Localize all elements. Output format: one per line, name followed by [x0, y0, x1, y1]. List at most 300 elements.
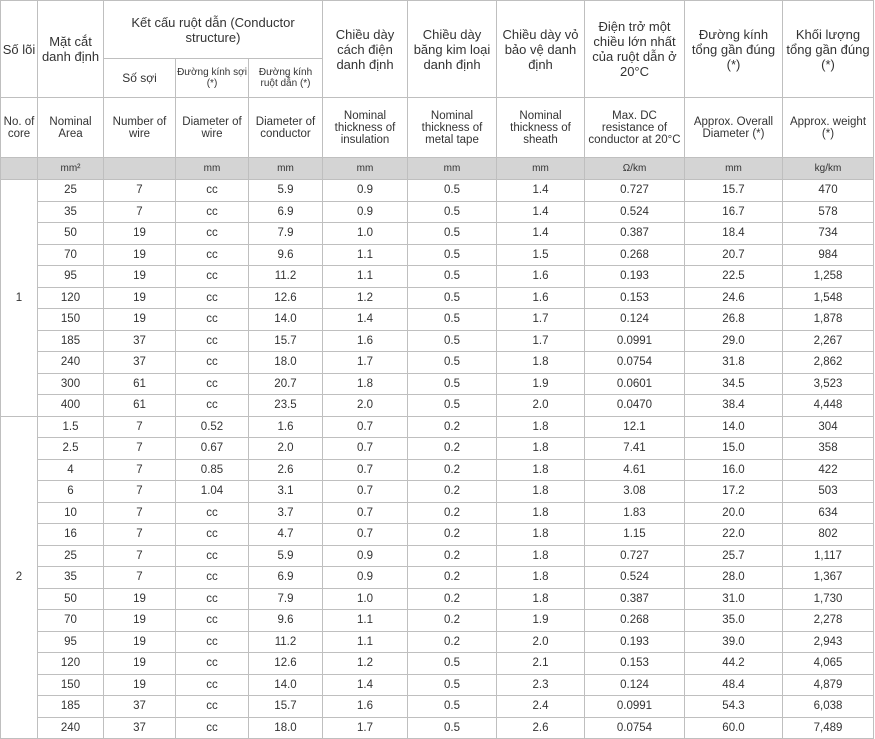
resistance-cell: 0.268 [585, 244, 685, 266]
sheath-cell: 2.0 [497, 631, 585, 653]
insulation-cell: 1.1 [323, 266, 408, 288]
insulation-cell: 0.9 [323, 545, 408, 567]
weight-cell: 3,523 [783, 373, 874, 395]
cond-dia-cell: 2.0 [249, 438, 323, 460]
table-row [1, 395, 874, 417]
unit-weight: kg/km [783, 158, 874, 180]
weight-cell: 2,278 [783, 610, 874, 632]
overall-dia-cell: 17.2 [685, 481, 783, 503]
table-row [1, 180, 874, 202]
num-wire-cell: 61 [104, 395, 176, 417]
weight-cell: 634 [783, 502, 874, 524]
table-row [1, 287, 874, 309]
num-wire-cell: 7 [104, 438, 176, 460]
header-area-en: Nominal Area [38, 98, 104, 158]
area-cell: 6 [38, 481, 104, 503]
weight-cell: 802 [783, 524, 874, 546]
header-sheath-vn: Chiều dày vỏ bảo vệ danh định [497, 1, 585, 98]
num-wire-cell: 7 [104, 459, 176, 481]
header-num-wire-en: Number of wire [104, 98, 176, 158]
wire-dia-cell: cc [176, 717, 249, 739]
insulation-cell: 1.6 [323, 330, 408, 352]
area-cell: 4 [38, 459, 104, 481]
area-cell: 25 [38, 180, 104, 202]
sheath-cell: 1.8 [497, 588, 585, 610]
overall-dia-cell: 18.4 [685, 223, 783, 245]
header-cond-dia-vn: Đường kính ruột dẫn (*) [249, 59, 323, 98]
cond-dia-cell: 15.7 [249, 696, 323, 718]
num-wire-cell: 19 [104, 610, 176, 632]
insulation-cell: 0.7 [323, 438, 408, 460]
resistance-cell: 0.0601 [585, 373, 685, 395]
weight-cell: 1,367 [783, 567, 874, 589]
metal-tape-cell: 0.5 [408, 373, 497, 395]
insulation-cell: 0.9 [323, 201, 408, 223]
overall-dia-cell: 16.7 [685, 201, 783, 223]
cond-dia-cell: 5.9 [249, 180, 323, 202]
weight-cell: 984 [783, 244, 874, 266]
overall-dia-cell: 16.0 [685, 459, 783, 481]
table-row [1, 373, 874, 395]
table-row [1, 524, 874, 546]
table-row [1, 696, 874, 718]
weight-cell: 304 [783, 416, 874, 438]
area-cell: 185 [38, 330, 104, 352]
header-weight-en: Approx. weight (*) [783, 98, 874, 158]
insulation-cell: 2.0 [323, 395, 408, 417]
header-insulation-vn: Chiều dày cách điện danh định [323, 1, 408, 98]
resistance-cell: 3.08 [585, 481, 685, 503]
header-cond-dia-en: Diameter of conductor [249, 98, 323, 158]
area-cell: 150 [38, 674, 104, 696]
sheath-cell: 1.4 [497, 180, 585, 202]
unit-num-wire [104, 158, 176, 180]
resistance-cell: 0.268 [585, 610, 685, 632]
overall-dia-cell: 20.7 [685, 244, 783, 266]
header-en-row [1, 98, 874, 158]
header-metal-tape-en: Nominal thickness of metal tape [408, 98, 497, 158]
sheath-cell: 1.8 [497, 459, 585, 481]
metal-tape-cell: 0.2 [408, 567, 497, 589]
wire-dia-cell: 0.67 [176, 438, 249, 460]
core-count-cell: 2 [1, 416, 38, 739]
weight-cell: 7,489 [783, 717, 874, 739]
header-sheath-en: Nominal thickness of sheath [497, 98, 585, 158]
overall-dia-cell: 54.3 [685, 696, 783, 718]
resistance-cell: 0.387 [585, 588, 685, 610]
metal-tape-cell: 0.2 [408, 502, 497, 524]
resistance-cell: 0.0991 [585, 330, 685, 352]
area-cell: 70 [38, 244, 104, 266]
insulation-cell: 0.7 [323, 481, 408, 503]
metal-tape-cell: 0.2 [408, 481, 497, 503]
overall-dia-cell: 48.4 [685, 674, 783, 696]
metal-tape-cell: 0.5 [408, 395, 497, 417]
overall-dia-cell: 35.0 [685, 610, 783, 632]
insulation-cell: 0.9 [323, 567, 408, 589]
insulation-cell: 1.8 [323, 373, 408, 395]
cond-dia-cell: 3.7 [249, 502, 323, 524]
sheath-cell: 1.9 [497, 373, 585, 395]
unit-core [1, 158, 38, 180]
table-row [1, 266, 874, 288]
wire-dia-cell: 0.52 [176, 416, 249, 438]
sheath-cell: 1.4 [497, 201, 585, 223]
header-core-vn: Số lõi [1, 1, 38, 98]
wire-dia-cell: cc [176, 502, 249, 524]
area-cell: 1.5 [38, 416, 104, 438]
cond-dia-cell: 12.6 [249, 653, 323, 675]
area-cell: 240 [38, 352, 104, 374]
header-wire-dia-en: Diameter of wire [176, 98, 249, 158]
sheath-cell: 2.4 [497, 696, 585, 718]
area-cell: 150 [38, 309, 104, 331]
sheath-cell: 2.3 [497, 674, 585, 696]
weight-cell: 2,267 [783, 330, 874, 352]
insulation-cell: 1.0 [323, 223, 408, 245]
overall-dia-cell: 29.0 [685, 330, 783, 352]
unit-sheath: mm [497, 158, 585, 180]
area-cell: 70 [38, 610, 104, 632]
sheath-cell: 2.1 [497, 653, 585, 675]
header-resistance-vn: Điện trở một chiều lớn nhất của ruột dẫn ở 20°C [585, 1, 685, 98]
metal-tape-cell: 0.5 [408, 717, 497, 739]
wire-dia-cell: cc [176, 395, 249, 417]
header-weight-vn: Khối lượng tổng gần đúng (*) [783, 1, 874, 98]
insulation-cell: 1.1 [323, 631, 408, 653]
cond-dia-cell: 14.0 [249, 309, 323, 331]
insulation-cell: 1.6 [323, 696, 408, 718]
metal-tape-cell: 0.5 [408, 653, 497, 675]
metal-tape-cell: 0.2 [408, 459, 497, 481]
wire-dia-cell: cc [176, 330, 249, 352]
weight-cell: 1,117 [783, 545, 874, 567]
unit-wire-dia: mm [176, 158, 249, 180]
resistance-cell: 0.153 [585, 653, 685, 675]
num-wire-cell: 7 [104, 201, 176, 223]
num-wire-cell: 37 [104, 352, 176, 374]
table-row [1, 223, 874, 245]
sheath-cell: 1.8 [497, 416, 585, 438]
sheath-cell: 2.6 [497, 717, 585, 739]
unit-row [1, 158, 874, 180]
num-wire-cell: 61 [104, 373, 176, 395]
weight-cell: 422 [783, 459, 874, 481]
area-cell: 50 [38, 588, 104, 610]
area-cell: 35 [38, 201, 104, 223]
num-wire-cell: 7 [104, 567, 176, 589]
wire-dia-cell: cc [176, 201, 249, 223]
sheath-cell: 1.8 [497, 524, 585, 546]
wire-dia-cell: cc [176, 567, 249, 589]
num-wire-cell: 19 [104, 287, 176, 309]
num-wire-cell: 7 [104, 524, 176, 546]
cond-dia-cell: 12.6 [249, 287, 323, 309]
cond-dia-cell: 11.2 [249, 266, 323, 288]
core-count-cell: 1 [1, 180, 38, 417]
unit-area: mm² [38, 158, 104, 180]
resistance-cell: 12.1 [585, 416, 685, 438]
overall-dia-cell: 44.2 [685, 653, 783, 675]
num-wire-cell: 7 [104, 180, 176, 202]
sheath-cell: 1.7 [497, 330, 585, 352]
overall-dia-cell: 24.6 [685, 287, 783, 309]
resistance-cell: 0.0470 [585, 395, 685, 417]
sheath-cell: 1.8 [497, 545, 585, 567]
wire-dia-cell: cc [176, 266, 249, 288]
overall-dia-cell: 22.5 [685, 266, 783, 288]
unit-cond-dia: mm [249, 158, 323, 180]
sheath-cell: 1.8 [497, 567, 585, 589]
unit-metal-tape: mm [408, 158, 497, 180]
resistance-cell: 0.524 [585, 567, 685, 589]
header-conductor-structure: Kết cấu ruột dẫn (Conductor structure) [104, 1, 323, 59]
unit-resistance: Ω/km [585, 158, 685, 180]
insulation-cell: 0.9 [323, 180, 408, 202]
wire-dia-cell: cc [176, 696, 249, 718]
sheath-cell: 1.8 [497, 352, 585, 374]
wire-dia-cell: cc [176, 674, 249, 696]
insulation-cell: 1.4 [323, 674, 408, 696]
metal-tape-cell: 0.2 [408, 438, 497, 460]
cond-dia-cell: 7.9 [249, 588, 323, 610]
cond-dia-cell: 6.9 [249, 201, 323, 223]
wire-dia-cell: cc [176, 610, 249, 632]
resistance-cell: 0.124 [585, 309, 685, 331]
num-wire-cell: 7 [104, 502, 176, 524]
weight-cell: 578 [783, 201, 874, 223]
wire-dia-cell: cc [176, 309, 249, 331]
weight-cell: 4,448 [783, 395, 874, 417]
sheath-cell: 1.8 [497, 502, 585, 524]
area-cell: 50 [38, 223, 104, 245]
metal-tape-cell: 0.5 [408, 180, 497, 202]
header-vn-row-1 [1, 1, 874, 59]
resistance-cell: 0.153 [585, 287, 685, 309]
wire-dia-cell: cc [176, 524, 249, 546]
resistance-cell: 0.0754 [585, 717, 685, 739]
metal-tape-cell: 0.5 [408, 309, 497, 331]
metal-tape-cell: 0.5 [408, 244, 497, 266]
weight-cell: 2,943 [783, 631, 874, 653]
area-cell: 300 [38, 373, 104, 395]
wire-dia-cell: cc [176, 653, 249, 675]
weight-cell: 6,038 [783, 696, 874, 718]
resistance-cell: 0.387 [585, 223, 685, 245]
unit-insulation: mm [323, 158, 408, 180]
sheath-cell: 1.7 [497, 309, 585, 331]
weight-cell: 1,878 [783, 309, 874, 331]
num-wire-cell: 7 [104, 545, 176, 567]
cond-dia-cell: 9.6 [249, 610, 323, 632]
resistance-cell: 0.0991 [585, 696, 685, 718]
area-cell: 400 [38, 395, 104, 417]
insulation-cell: 1.1 [323, 610, 408, 632]
resistance-cell: 0.124 [585, 674, 685, 696]
cond-dia-cell: 11.2 [249, 631, 323, 653]
area-cell: 95 [38, 266, 104, 288]
metal-tape-cell: 0.5 [408, 696, 497, 718]
table-row [1, 588, 874, 610]
resistance-cell: 1.15 [585, 524, 685, 546]
header-metal-tape-vn: Chiều dày băng kim loại danh định [408, 1, 497, 98]
overall-dia-cell: 14.0 [685, 416, 783, 438]
sheath-cell: 1.8 [497, 438, 585, 460]
cond-dia-cell: 3.1 [249, 481, 323, 503]
area-cell: 120 [38, 287, 104, 309]
resistance-cell: 0.193 [585, 631, 685, 653]
weight-cell: 358 [783, 438, 874, 460]
wire-dia-cell: cc [176, 287, 249, 309]
num-wire-cell: 37 [104, 696, 176, 718]
weight-cell: 1,730 [783, 588, 874, 610]
overall-dia-cell: 31.0 [685, 588, 783, 610]
overall-dia-cell: 15.0 [685, 438, 783, 460]
table-row [1, 674, 874, 696]
cond-dia-cell: 7.9 [249, 223, 323, 245]
insulation-cell: 0.7 [323, 459, 408, 481]
cond-dia-cell: 15.7 [249, 330, 323, 352]
table-row [1, 352, 874, 374]
weight-cell: 734 [783, 223, 874, 245]
cond-dia-cell: 2.6 [249, 459, 323, 481]
insulation-cell: 1.0 [323, 588, 408, 610]
table-row [1, 502, 874, 524]
table-row [1, 309, 874, 331]
overall-dia-cell: 60.0 [685, 717, 783, 739]
overall-dia-cell: 25.7 [685, 545, 783, 567]
overall-dia-cell: 31.8 [685, 352, 783, 374]
num-wire-cell: 19 [104, 674, 176, 696]
table-row [1, 244, 874, 266]
wire-dia-cell: cc [176, 631, 249, 653]
area-cell: 95 [38, 631, 104, 653]
metal-tape-cell: 0.5 [408, 287, 497, 309]
sheath-cell: 1.8 [497, 481, 585, 503]
area-cell: 120 [38, 653, 104, 675]
num-wire-cell: 37 [104, 717, 176, 739]
cond-dia-cell: 23.5 [249, 395, 323, 417]
unit-overall-dia: mm [685, 158, 783, 180]
cond-dia-cell: 14.0 [249, 674, 323, 696]
weight-cell: 1,258 [783, 266, 874, 288]
wire-dia-cell: cc [176, 180, 249, 202]
resistance-cell: 1.83 [585, 502, 685, 524]
num-wire-cell: 19 [104, 309, 176, 331]
metal-tape-cell: 0.2 [408, 545, 497, 567]
metal-tape-cell: 0.5 [408, 674, 497, 696]
sheath-cell: 1.4 [497, 223, 585, 245]
weight-cell: 1,548 [783, 287, 874, 309]
metal-tape-cell: 0.5 [408, 352, 497, 374]
resistance-cell: 7.41 [585, 438, 685, 460]
area-cell: 2.5 [38, 438, 104, 460]
table-row [1, 653, 874, 675]
table-row [1, 330, 874, 352]
metal-tape-cell: 0.2 [408, 416, 497, 438]
header-area-vn: Mặt cắt danh định [38, 1, 104, 98]
cond-dia-cell: 20.7 [249, 373, 323, 395]
area-cell: 16 [38, 524, 104, 546]
insulation-cell: 1.4 [323, 309, 408, 331]
overall-dia-cell: 20.0 [685, 502, 783, 524]
cond-dia-cell: 1.6 [249, 416, 323, 438]
weight-cell: 503 [783, 481, 874, 503]
num-wire-cell: 37 [104, 330, 176, 352]
num-wire-cell: 19 [104, 631, 176, 653]
header-overall-dia-en: Approx. Overall Diameter (*) [685, 98, 783, 158]
metal-tape-cell: 0.2 [408, 610, 497, 632]
metal-tape-cell: 0.5 [408, 201, 497, 223]
table-row [1, 567, 874, 589]
table-body [1, 180, 874, 739]
overall-dia-cell: 15.7 [685, 180, 783, 202]
num-wire-cell: 19 [104, 653, 176, 675]
table-row [1, 201, 874, 223]
metal-tape-cell: 0.2 [408, 524, 497, 546]
sheath-cell: 1.5 [497, 244, 585, 266]
insulation-cell: 0.7 [323, 416, 408, 438]
resistance-cell: 0.727 [585, 545, 685, 567]
resistance-cell: 0.524 [585, 201, 685, 223]
overall-dia-cell: 28.0 [685, 567, 783, 589]
sheath-cell: 1.6 [497, 287, 585, 309]
overall-dia-cell: 34.5 [685, 373, 783, 395]
metal-tape-cell: 0.5 [408, 266, 497, 288]
num-wire-cell: 19 [104, 244, 176, 266]
num-wire-cell: 19 [104, 588, 176, 610]
table-row [1, 610, 874, 632]
num-wire-cell: 19 [104, 223, 176, 245]
wire-dia-cell: cc [176, 373, 249, 395]
metal-tape-cell: 0.5 [408, 223, 497, 245]
insulation-cell: 1.7 [323, 717, 408, 739]
wire-dia-cell: cc [176, 545, 249, 567]
insulation-cell: 1.1 [323, 244, 408, 266]
table-row [1, 438, 874, 460]
wire-dia-cell: cc [176, 244, 249, 266]
area-cell: 25 [38, 545, 104, 567]
cond-dia-cell: 4.7 [249, 524, 323, 546]
metal-tape-cell: 0.5 [408, 330, 497, 352]
cond-dia-cell: 9.6 [249, 244, 323, 266]
table-row [1, 631, 874, 653]
area-cell: 240 [38, 717, 104, 739]
sheath-cell: 1.9 [497, 610, 585, 632]
header-insulation-en: Nominal thickness of insulation [323, 98, 408, 158]
metal-tape-cell: 0.2 [408, 631, 497, 653]
insulation-cell: 1.7 [323, 352, 408, 374]
area-cell: 35 [38, 567, 104, 589]
num-wire-cell: 19 [104, 266, 176, 288]
insulation-cell: 1.2 [323, 287, 408, 309]
sheath-cell: 1.6 [497, 266, 585, 288]
overall-dia-cell: 22.0 [685, 524, 783, 546]
resistance-cell: 0.0754 [585, 352, 685, 374]
weight-cell: 4,879 [783, 674, 874, 696]
table-row [1, 459, 874, 481]
header-num-wire-vn: Số sợi [104, 59, 176, 98]
header-overall-dia-vn: Đường kính tổng gần đúng (*) [685, 1, 783, 98]
insulation-cell: 0.7 [323, 502, 408, 524]
resistance-cell: 0.727 [585, 180, 685, 202]
sheath-cell: 2.0 [497, 395, 585, 417]
insulation-cell: 0.7 [323, 524, 408, 546]
weight-cell: 2,862 [783, 352, 874, 374]
wire-dia-cell: 0.85 [176, 459, 249, 481]
table-row [1, 545, 874, 567]
header-resistance-en: Max. DC resistance of conductor at 20°C [585, 98, 685, 158]
